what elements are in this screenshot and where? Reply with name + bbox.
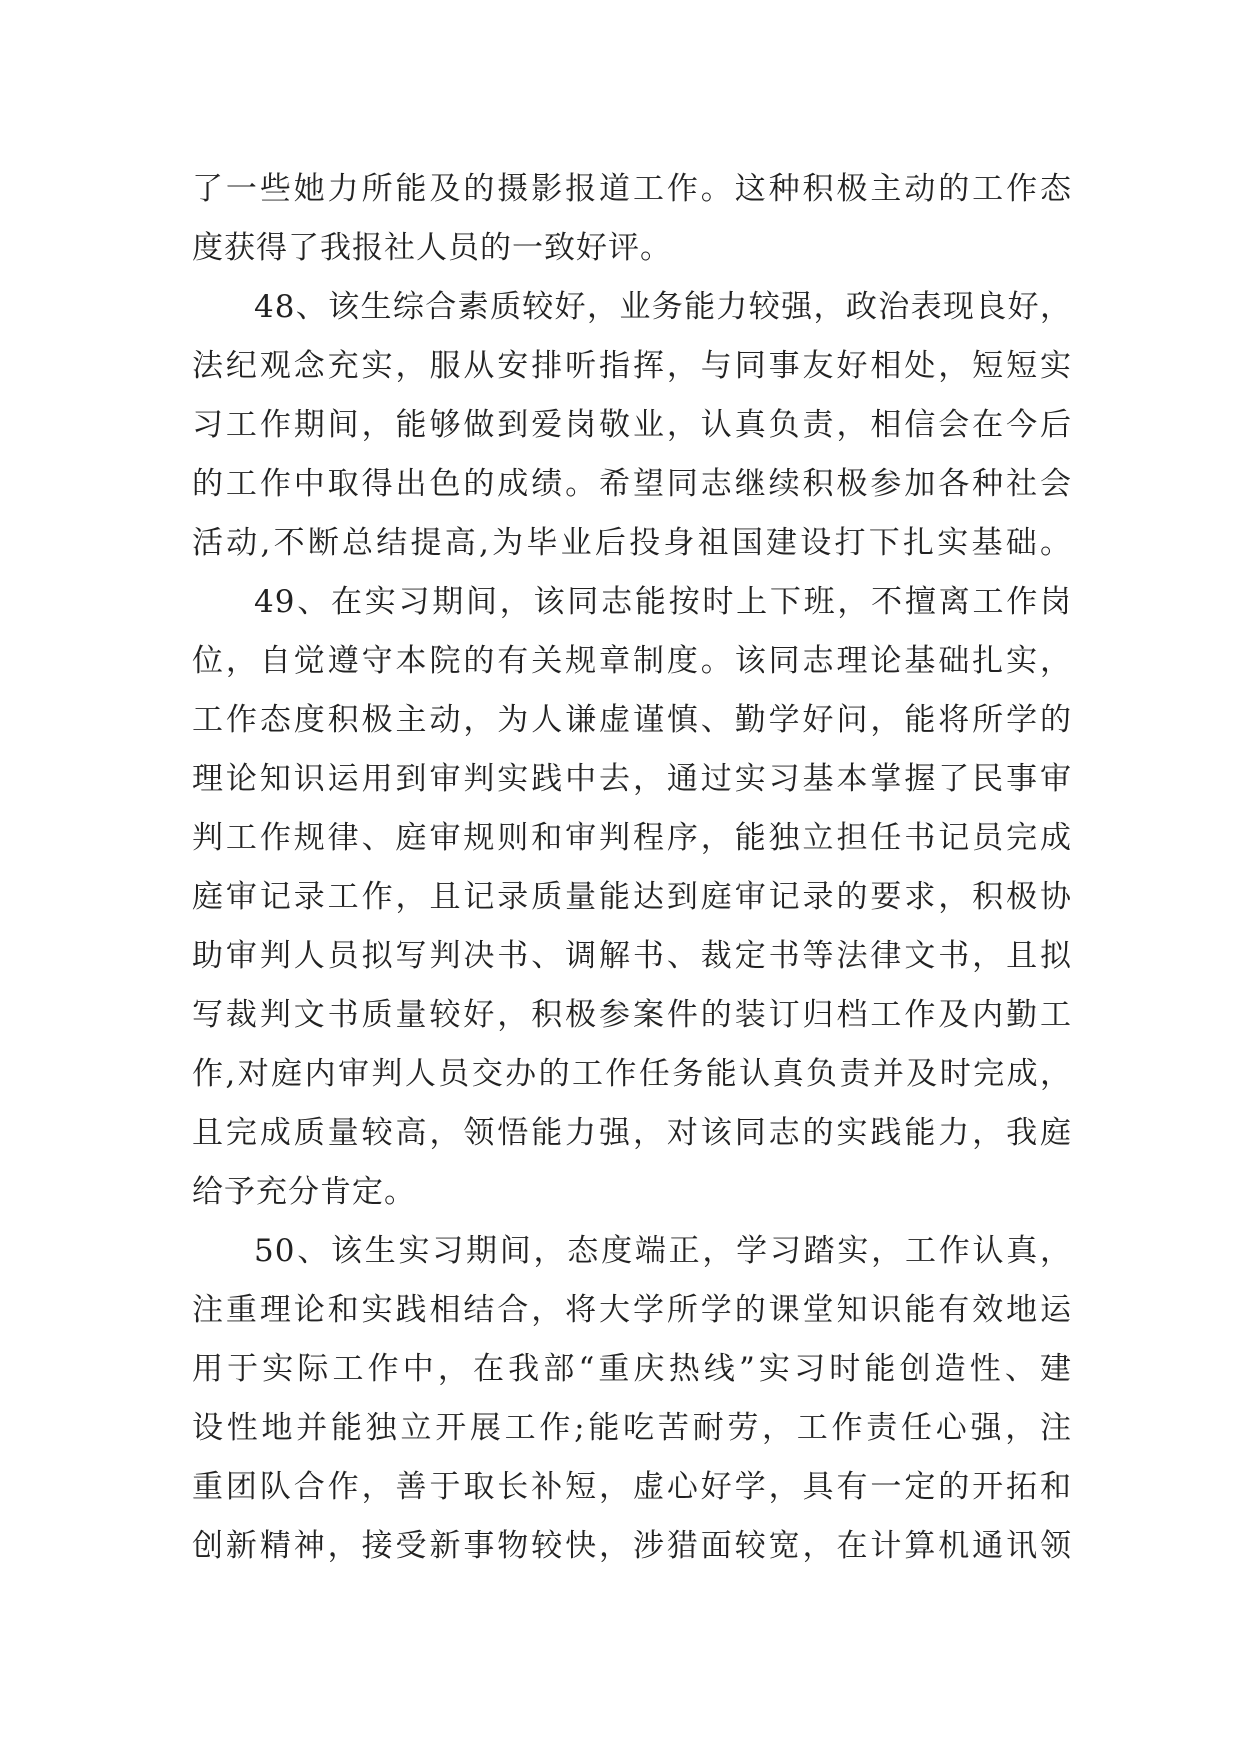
text-line: 作,对庭内审判人员交办的工作任务能认真负责并及时完成， xyxy=(192,1056,1072,1092)
text-line: 且完成质量较高，领悟能力强，对该同志的实践能力，我庭 xyxy=(192,1115,1072,1151)
text-line: 理论知识运用到审判实践中去，通过实习基本掌握了民事审 xyxy=(192,761,1072,797)
paragraph-49-start: 49、在实习期间，该同志能按时上下班，不擅离工作岗 xyxy=(254,584,1072,620)
text-line: 活动,不断总结提高,为毕业后投身祖国建设打下扎实基础。 xyxy=(192,525,1072,561)
text-line: 创新精神，接受新事物较快，涉猎面较宽，在计算机通讯领 xyxy=(192,1528,1072,1564)
text-line: 法纪观念充实，服从安排听指挥，与同事友好相处，短短实 xyxy=(192,348,1072,384)
text-line: 注重理论和实践相结合，将大学所学的课堂知识能有效地运 xyxy=(192,1292,1072,1328)
text-line: 判工作规律、庭审规则和审判程序，能独立担任书记员完成 xyxy=(192,820,1072,856)
paragraph-48-start: 48、该生综合素质较好，业务能力较强，政治表现良好， xyxy=(254,289,1072,325)
body-text xyxy=(192,160,1072,1576)
text-line: 工作态度积极主动，为人谦虚谨慎、勤学好问，能将所学的 xyxy=(192,702,1072,738)
text-line: 写裁判文书质量较好，积极参案件的装订归档工作及内勤工 xyxy=(192,997,1072,1033)
text-line: 助审判人员拟写判决书、调解书、裁定书等法律文书，且拟 xyxy=(192,938,1072,974)
text-line: 用于实际工作中，在我部“重庆热线”实习时能创造性、建 xyxy=(192,1351,1072,1387)
text-line: 的工作中取得出色的成绩。希望同志继续积极参加各种社会 xyxy=(192,466,1072,502)
text-line: 位，自觉遵守本院的有关规章制度。该同志理论基础扎实， xyxy=(192,643,1072,679)
text-line: 习工作期间，能够做到爱岗敬业，认真负责，相信会在今后 xyxy=(192,407,1072,443)
paragraph-50-start: 50、该生实习期间，态度端正，学习踏实，工作认真， xyxy=(254,1233,1072,1269)
text-line: 给予充分肯定。 xyxy=(192,1174,416,1210)
text-line: 庭审记录工作，且记录质量能达到庭审记录的要求，积极协 xyxy=(192,879,1072,915)
text-line: 设性地并能独立开展工作;能吃苦耐劳，工作责任心强，注 xyxy=(192,1410,1072,1446)
text-line: 度获得了我报社人员的一致好评。 xyxy=(192,230,672,266)
text-line: 了一些她力所能及的摄影报道工作。这种积极主动的工作态 xyxy=(192,171,1072,207)
text-line: 重团队合作，善于取长补短，虚心好学，具有一定的开拓和 xyxy=(192,1469,1072,1505)
